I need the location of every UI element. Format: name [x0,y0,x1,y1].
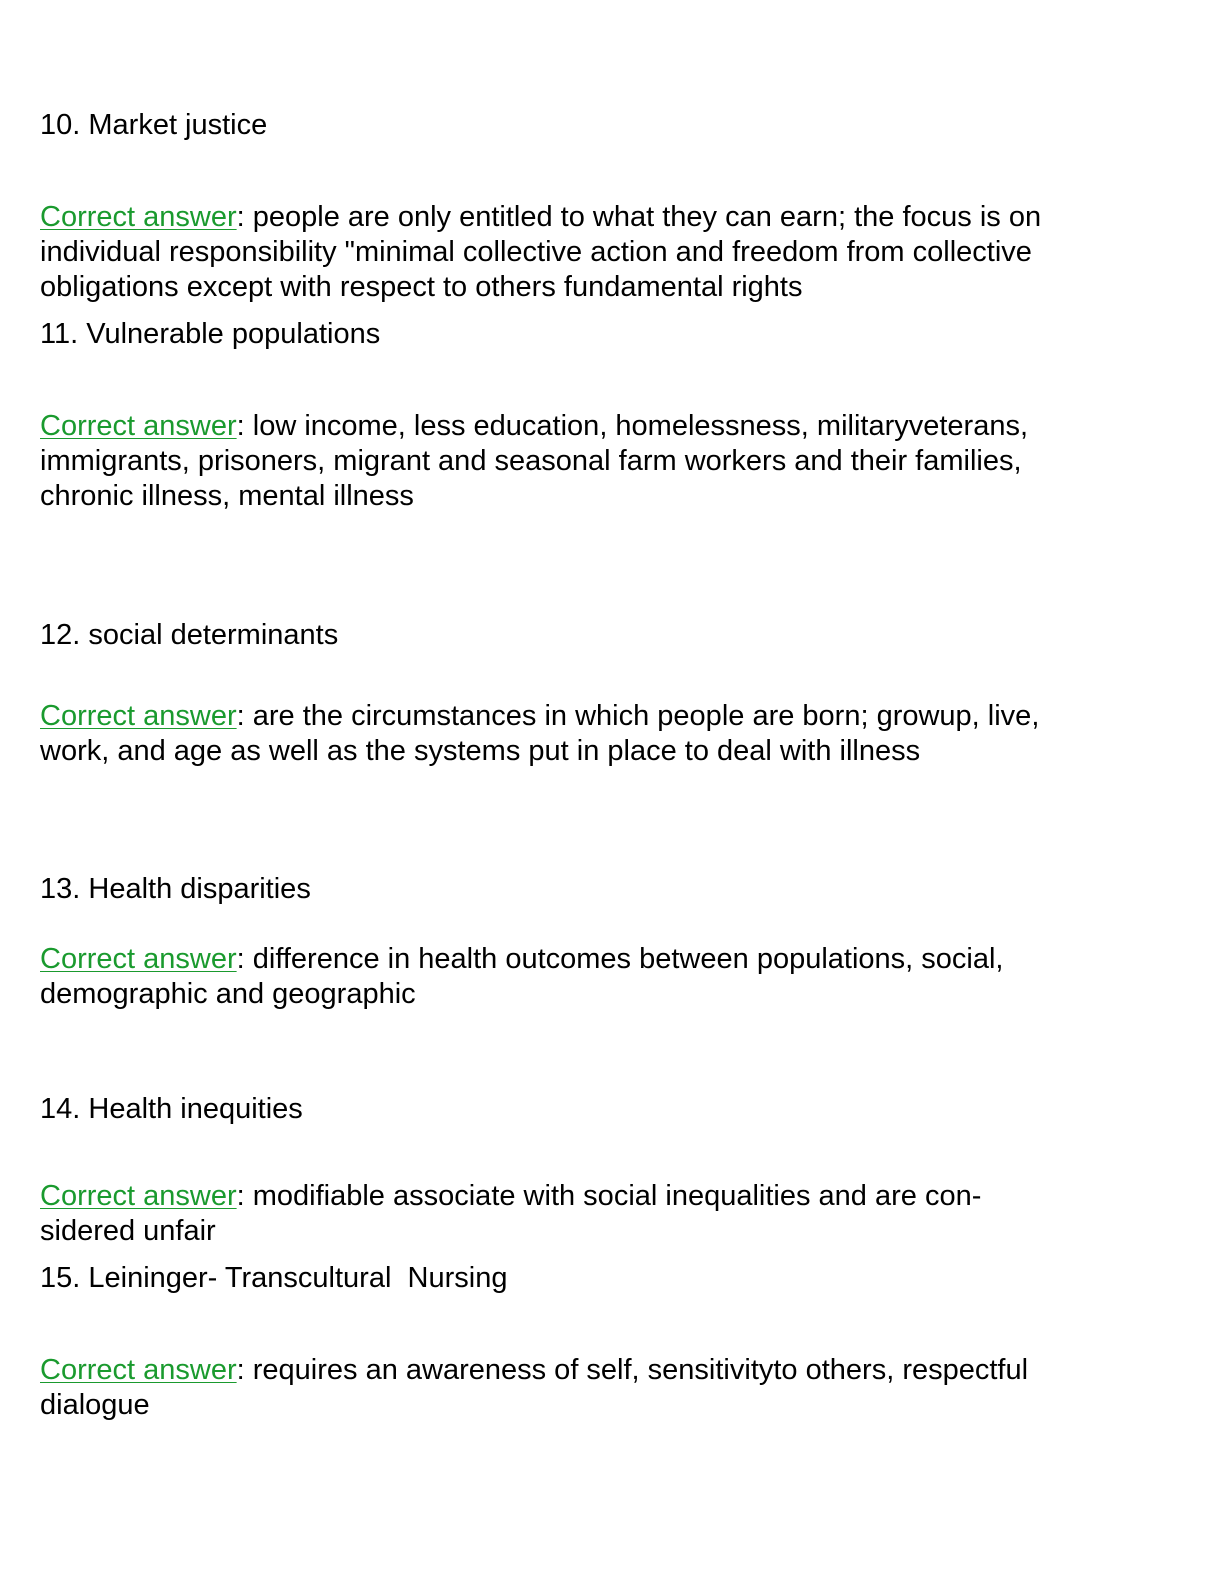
answer-line: chronic illness, mental illness [40,480,414,512]
answer-10 [40,200,1160,305]
answer-separator: : [236,943,245,975]
answer-text: low income, less education, homelessness, militaryveterans, [244,410,1029,442]
correct-answer-label: Correct answer [40,201,237,233]
answer-line [40,1179,1160,1214]
answer-line: work, and age as well as the systems put in place to deal with illness [40,735,921,767]
answer-13 [40,942,1160,1012]
question-11: 11. Vulnerable populations [40,318,381,350]
answer-line: individual responsibility "minimal collective action and freedom from collective [40,236,1032,268]
answer-line [40,409,1160,444]
answer-line: immigrants, prisoners, migrant and seasonal farm workers and their families, [40,445,1022,477]
answer-12 [40,699,1160,769]
answer-line: demographic and geographic [40,978,416,1010]
answer-text: modifiable associate with social inequalities and are con- [244,1180,982,1212]
answer-line [40,942,1160,977]
question-13: 13. Health disparities [40,873,311,905]
correct-answer-label: Correct answer [40,1180,237,1212]
correct-answer-label: Correct answer [40,700,237,732]
answer-text: difference in health outcomes between populations, social, [244,943,1004,975]
question-14: 14. Health inequities [40,1093,303,1125]
answer-11 [40,409,1160,514]
answer-separator: : [236,1354,245,1386]
answer-line: sidered unfair [40,1215,216,1247]
answer-separator: : [236,201,245,233]
answer-line [40,1353,1160,1388]
answer-text: are the circumstances in which people are born; growup, live, [244,700,1040,732]
answer-separator: : [236,410,245,442]
answer-14 [40,1179,1160,1249]
correct-answer-label: Correct answer [40,410,237,442]
answer-separator: : [236,700,245,732]
answer-separator: : [236,1180,245,1212]
question-15: 15. Leininger- Transcultural Nursing [40,1262,508,1294]
correct-answer-label: Correct answer [40,1354,237,1386]
answer-15 [40,1353,1160,1423]
answer-line: obligations except with respect to others fundamental rights [40,271,803,303]
question-12: 12. social determinants [40,619,339,651]
answer-line [40,699,1160,734]
question-10: 10. Market justice [40,109,268,141]
answer-text: people are only entitled to what they can earn; the focus is on [244,201,1042,233]
correct-answer-label: Correct answer [40,943,237,975]
answer-line: dialogue [40,1389,150,1421]
answer-text: requires an awareness of self, sensitivityto others, respectful [244,1354,1029,1386]
answer-line [40,200,1160,235]
